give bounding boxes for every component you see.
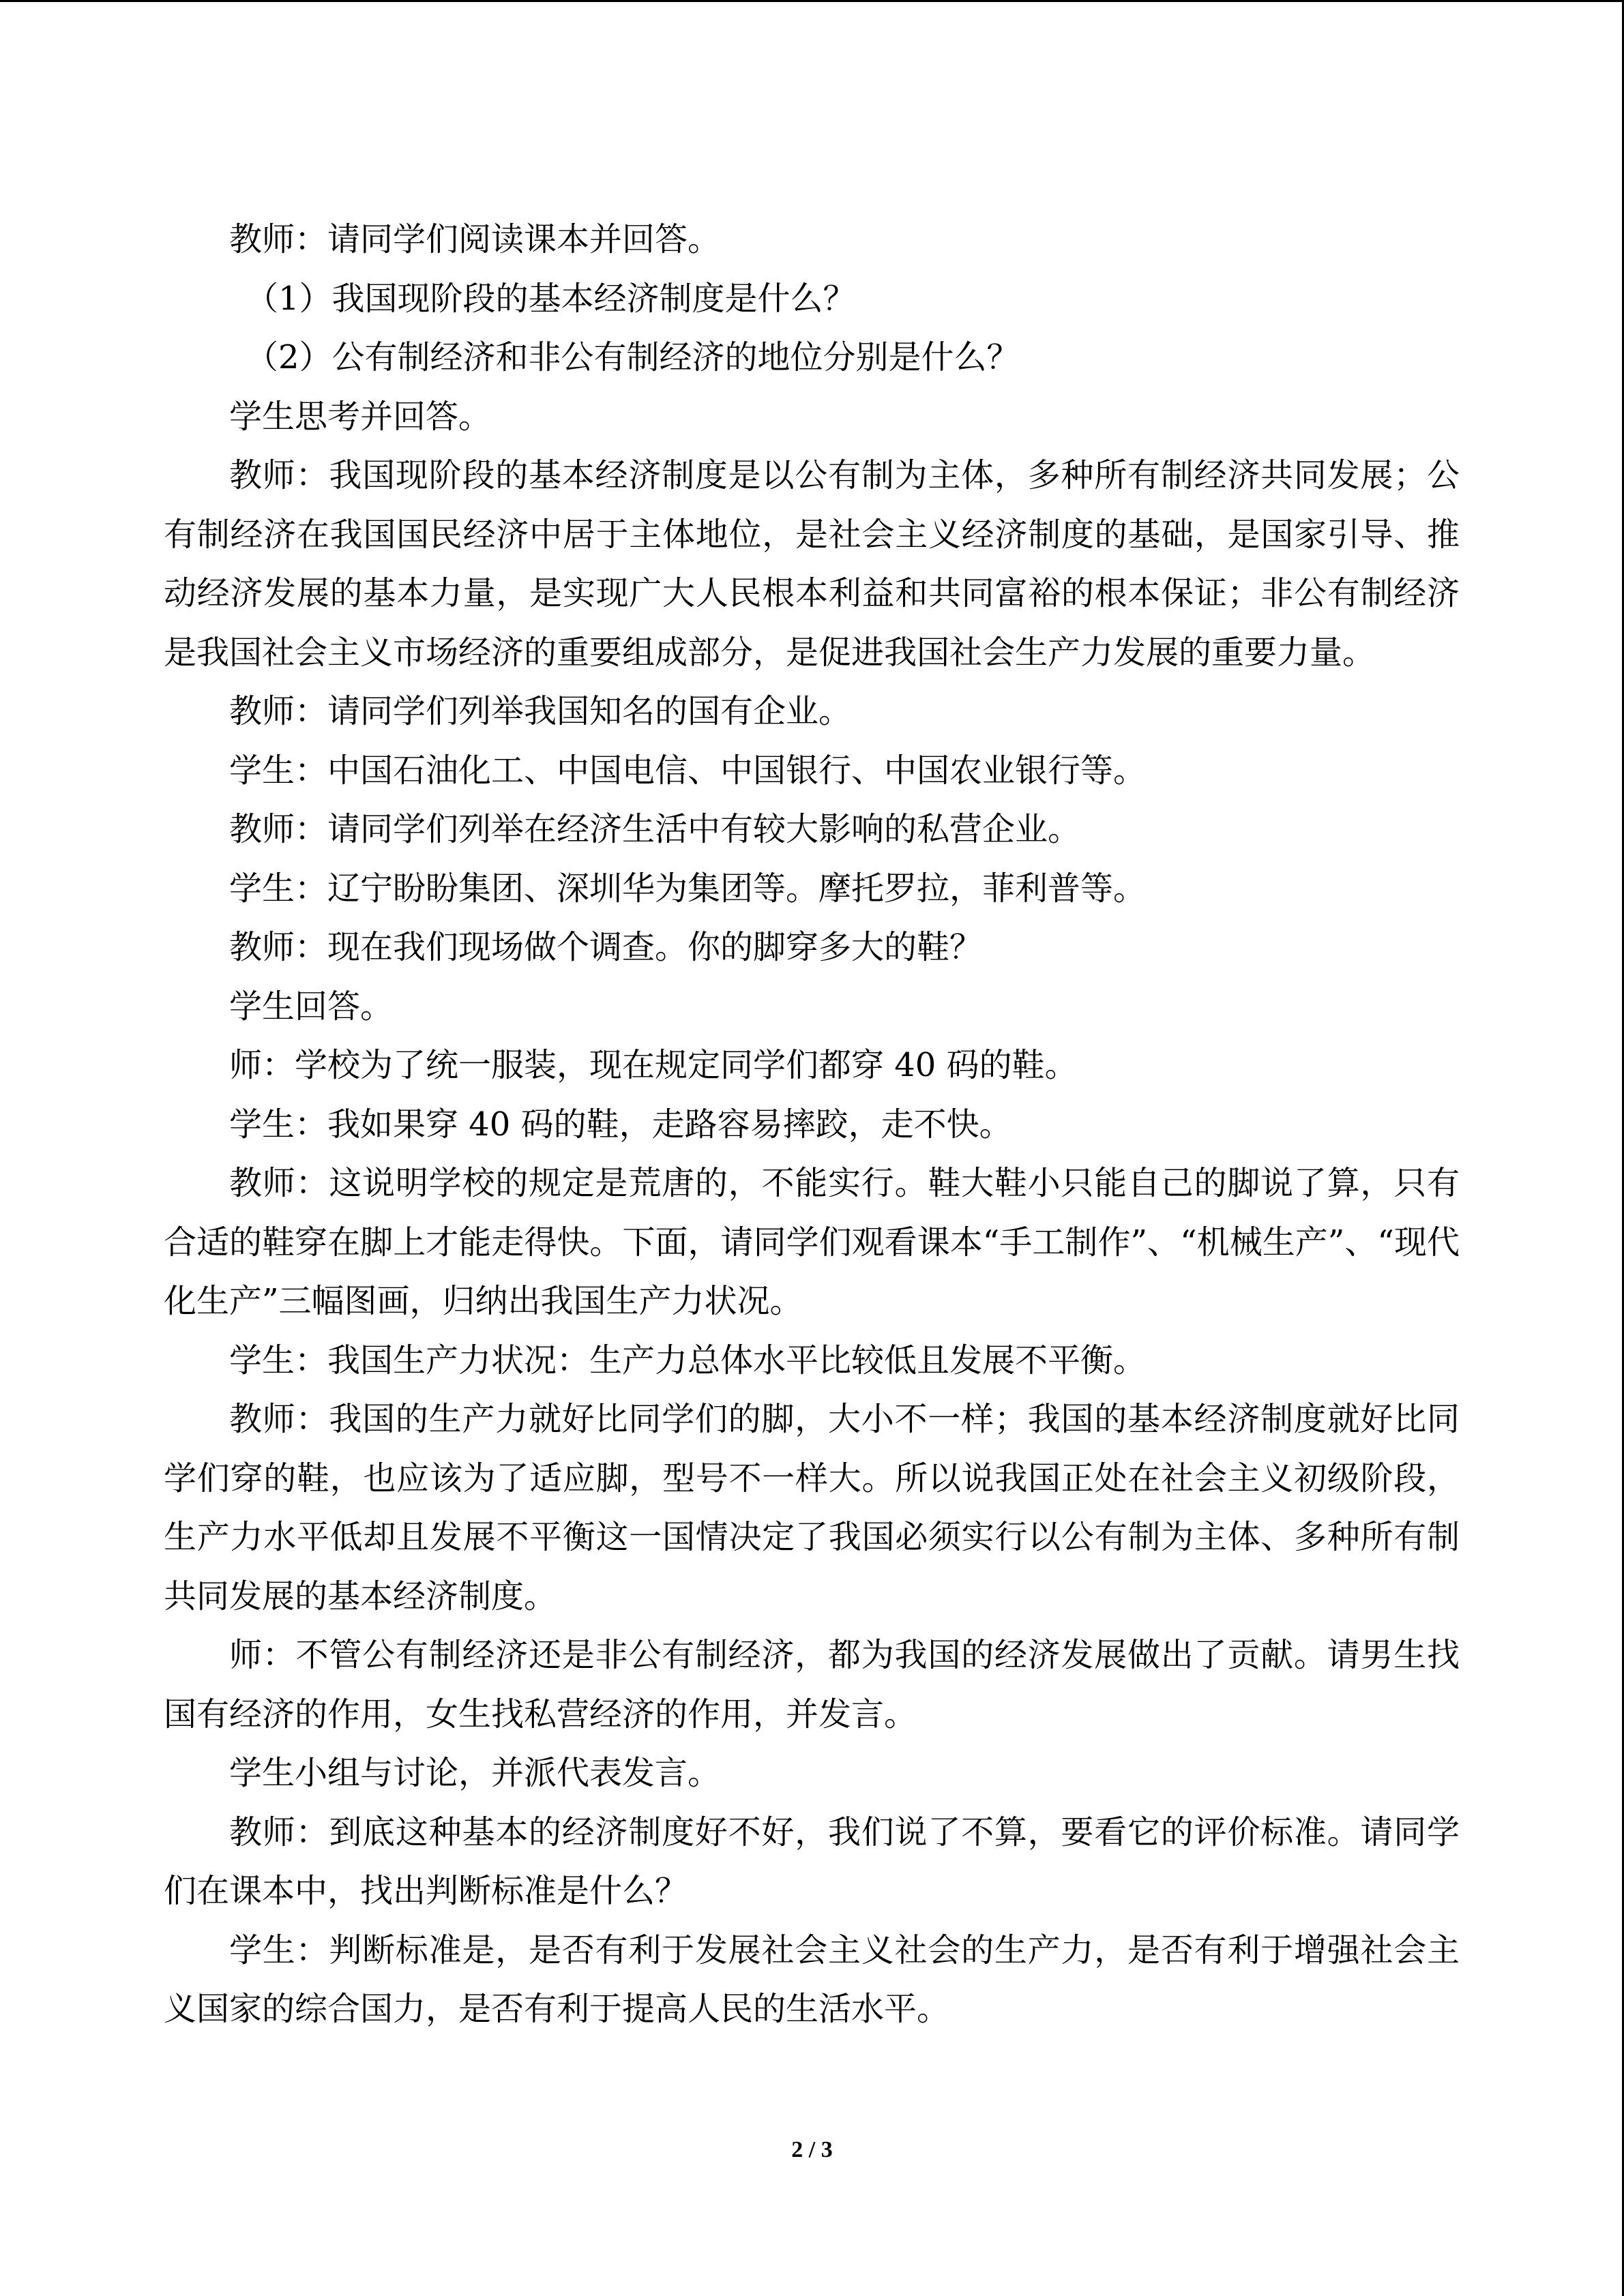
paragraph: 师：不管公有制经济还是非公有制经济，都为我国的经济发展做出了贡献。请男生找国有经济的作用，女生找私营经济的作用，并发言。 <box>164 1636 1460 1733</box>
paragraph: 教师：这说明学校的规定是荒唐的，不能实行。鞋大鞋小只能自己的脚说了算，只有合适的鞋穿在脚上才能走得快。下面，请同学们观看课本“手工制作”、“机械生产”、“现代化生产”三幅图画，归纳出我国生产力状况。 <box>164 1164 1460 1320</box>
paragraph: 教师：到底这种基本的经济制度好不好，我们说了不算，要看它的评价标准。请同学们在课本中，找出判断标准是什么？ <box>164 1813 1460 1910</box>
paragraph: 学生：辽宁盼盼集团、深圳华为集团等。摩托罗拉，菲利普等。 <box>229 869 1147 908</box>
paragraph: 教师：我国的生产力就好比同学们的脚，大小不一样；我国的基本经济制度就好比同学们穿的鞋，也应该为了适应脚，型号不一样大。所以说我国正处在社会主义初级阶段，生产力水平低却且发展不平衡这一国情决定了我国必须实行以公有制为主体、多种所有制共同发展的基本经济制度。 <box>164 1400 1460 1615</box>
paragraph: 学生小组与讨论，并派代表发言。 <box>229 1754 721 1792</box>
question-item: （1）我国现阶段的基本经济制度是什么？ <box>246 279 856 318</box>
document-body <box>164 210 1460 2039</box>
paragraph: 教师：我国现阶段的基本经济制度是以公有制为主体，多种所有制经济共同发展；公有制经济在我国国民经济中居于主体地位，是社会主义经济制度的基础，是国家引导、推动经济发展的基本力量，是实现广大人民根本利益和共同富裕的根本保证；非公有制经济是我国社会主义市场经济的重要组成部分，是促进我国社会生产力发展的重要力量。 <box>164 456 1460 672</box>
paragraph: 学生：我如果穿 40 码的鞋，走路容易摔跤，走不快。 <box>229 1105 1012 1144</box>
paragraph: 教师：请同学们阅读课本并回答。 <box>229 220 721 258</box>
paragraph: 师：学校为了统一服装，现在规定同学们都穿 40 码的鞋。 <box>229 1046 1078 1084</box>
paragraph: 学生：中国石油化工、中国电信、中国银行、中国农业银行等。 <box>229 751 1147 790</box>
paragraph: 教师：请同学们列举在经济生活中有较大影响的私营企业。 <box>229 810 1081 848</box>
paragraph: 教师：请同学们列举我国知名的国有企业。 <box>229 692 852 730</box>
paragraph: 教师：现在我们现场做个调查。你的脚穿多大的鞋？ <box>229 928 983 966</box>
paragraph: 学生思考并回答。 <box>229 397 492 436</box>
question-item: （2）公有制经济和非公有制经济的地位分别是什么？ <box>246 338 1020 376</box>
paragraph: 学生：我国生产力状况：生产力总体水平比较低且发展不平衡。 <box>229 1341 1147 1380</box>
paragraph: 学生回答。 <box>229 987 394 1026</box>
page-number: 2 / 3 <box>791 2137 833 2162</box>
paragraph: 学生：判断标准是，是否有利于发展社会主义社会的生产力，是否有利于增强社会主义国家的综合国力，是否有利于提高人民的生活水平。 <box>164 1930 1460 2028</box>
